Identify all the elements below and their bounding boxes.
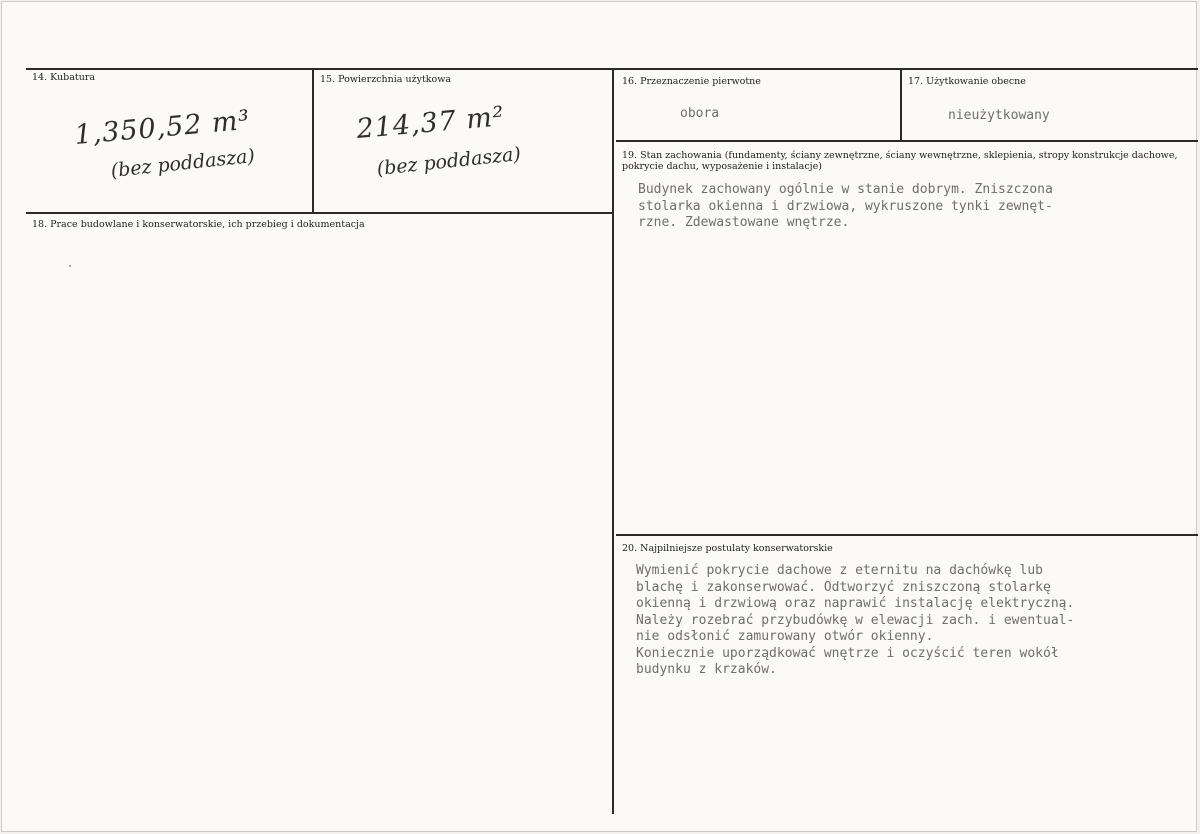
rule-right-lower	[616, 534, 1198, 536]
field-18-label: 18. Prace budowlane i konserwatorskie, ich przebieg i dokumentacja	[32, 219, 365, 230]
field-20-text: Wymienić pokrycie dachowe z eternitu na dachówkę lub blachę i zakonserwować. Odtworzyć zniszczoną stolarkę okienną i drzwiową oraz naprawić instalację elektryczną. Należy rozebrać przybudówkę w elewacji zach. i ewentual- nie odsłonić zamurowany otwór okienny. Koniecznie uporządkować wnętrze i oczyścić teren wokół budynku z krzaków.	[636, 563, 1075, 677]
rule-left-mid	[26, 212, 614, 214]
field-16-label: 16. Przeznaczenie pierwotne	[622, 76, 761, 87]
field-14-note: (bez poddasza)	[109, 145, 256, 182]
field-20-label: 20. Najpilniejsze postulaty konserwatorskie	[622, 543, 833, 554]
field-15-label: 15. Powierzchnia użytkowa	[320, 74, 452, 85]
field-14-value: 1,350,52 m³	[73, 104, 252, 151]
field-17-label: 17. Użytkowanie obecne	[908, 76, 1026, 87]
field-16-value: obora	[680, 106, 720, 121]
field-17-value: nieużytkowany	[948, 108, 1050, 123]
rule-v-center	[612, 68, 614, 814]
stray-mark	[69, 265, 71, 267]
rule-v-14-15	[312, 68, 314, 214]
rule-v-16-17	[900, 68, 902, 142]
field-15-value: 214,37 m²	[355, 101, 506, 145]
field-19-text: Budynek zachowany ogólnie w stanie dobrym. Zniszczona stolarka okienna i drzwiowa, wykruszone tynki zewnęt- rzne. Zdewastowane wnętrze.	[638, 182, 1053, 230]
field-19-label: 19. Stan zachowania (fundamenty, ściany zewnętrzne, ściany wewnętrzne, sklepienia, stropy konstrukcje dachowe, pokrycie dachu, wyposażenie i instalacje)	[622, 150, 1178, 172]
field-15-note: (bez poddasza)	[375, 143, 522, 180]
rule-right-upper	[616, 140, 1198, 142]
record-card	[1, 1, 1197, 832]
field-14-label: 14. Kubatura	[32, 72, 96, 83]
